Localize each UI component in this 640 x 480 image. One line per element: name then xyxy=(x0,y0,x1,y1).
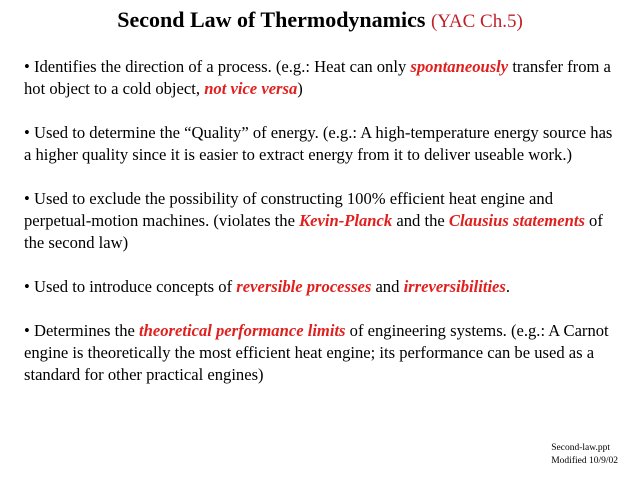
bullet-text: of engineering systems. (e.g.: A Carnot engine is theoretically the most efficient heat engine; its performance can be used as a standard for other practical engines) xyxy=(24,321,609,384)
highlight-spontaneously: spontaneously xyxy=(410,57,509,76)
highlight-theoretical-performance-limits: theoretical performance limits xyxy=(139,321,346,340)
highlight-reversible-processes: reversible processes xyxy=(236,277,372,296)
bullet-direction-of-process xyxy=(24,56,620,100)
bullet-text: Used to exclude the possibility of constructing 100% efficient heat engine and perpetual-motion machines. (violates the xyxy=(24,189,553,230)
bullet-text: . xyxy=(505,277,511,296)
bullet-text: ) xyxy=(297,79,303,98)
bullet-marker: • xyxy=(24,321,30,340)
highlight-kevin-planck: Kevin-Planck xyxy=(299,211,393,230)
footer-filename: Second-law.ppt xyxy=(551,443,610,453)
highlight-clausius-statements: Clausius statements xyxy=(448,211,585,230)
footer-modified-date: Modified 10/9/02 xyxy=(551,456,618,466)
highlight-irreversibilities: irreversibilities xyxy=(403,277,506,296)
highlight-not-vice-versa: not vice versa xyxy=(204,79,298,98)
slide-footer xyxy=(551,442,618,468)
bullet-marker: • xyxy=(24,189,30,208)
bullet-text: and the xyxy=(392,211,449,230)
bullet-quality-of-energy xyxy=(24,122,620,166)
bullet-text: Determines the xyxy=(29,321,140,340)
bullet-reversible-processes xyxy=(24,276,620,298)
bullet-marker: • xyxy=(24,57,30,76)
bullet-marker: • xyxy=(24,123,30,142)
bullet-exclude-perpetual-motion xyxy=(24,188,620,254)
title-reference: (YAC Ch.5) xyxy=(430,11,523,32)
bullet-text: of the second law) xyxy=(24,211,603,252)
bullet-list xyxy=(24,56,620,408)
bullet-text: Identifies the direction of a process. (e.g.: Heat can only xyxy=(29,57,411,76)
title-main: Second Law of Thermodynamics xyxy=(117,7,426,32)
bullet-text: Used to determine the “Quality” of energy. (e.g.: A high-temperature energy source has a higher quality since it is easier to extract energy from it to deliver useable work.) xyxy=(24,123,613,164)
bullet-performance-limits xyxy=(24,320,620,386)
bullet-text: transfer from a hot object to a cold object, xyxy=(24,57,611,98)
bullet-text: and xyxy=(371,277,404,296)
bullet-marker: • xyxy=(24,277,30,296)
bullet-text: Used to introduce concepts of xyxy=(29,277,237,296)
slide-title xyxy=(0,6,640,36)
